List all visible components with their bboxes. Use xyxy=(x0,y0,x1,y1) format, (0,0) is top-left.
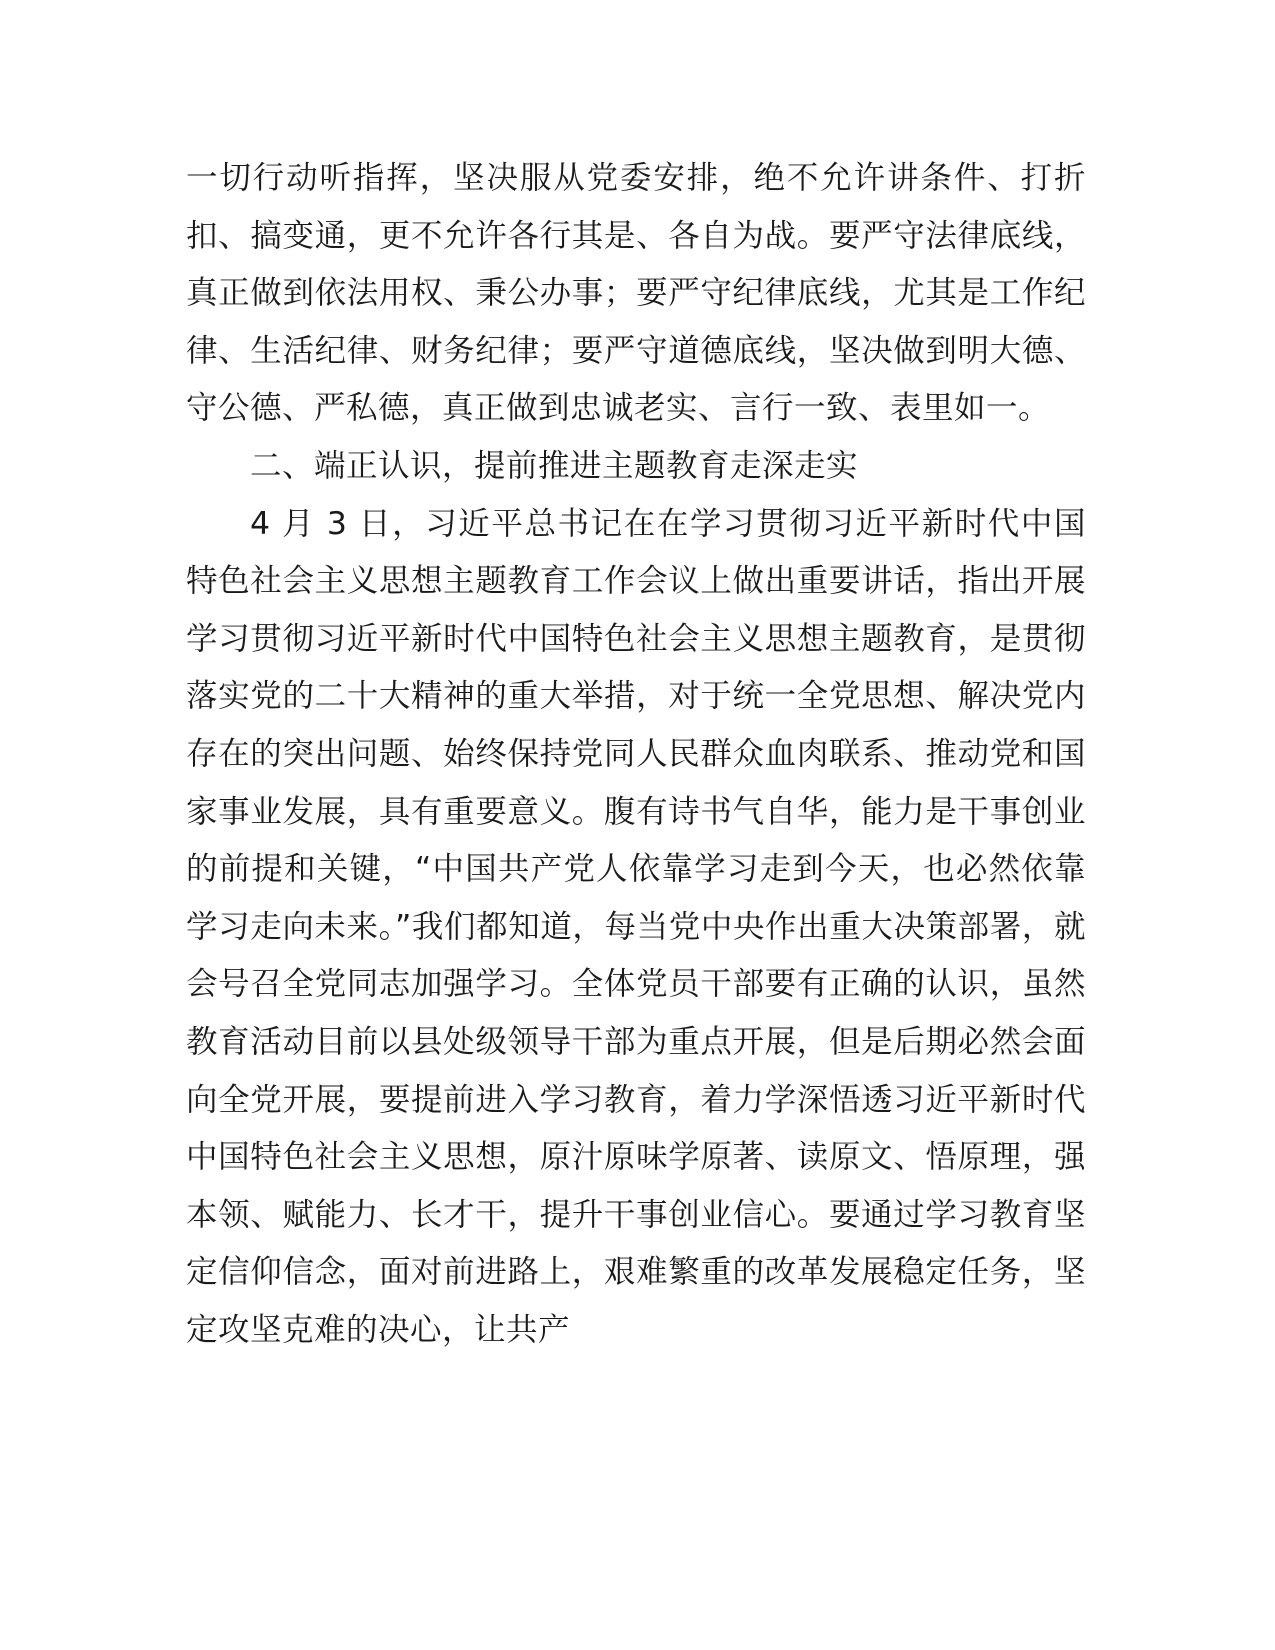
paragraph-body: 4 月 3 日，习近平总书记在在学习贯彻习近平新时代中国特色社会主义思想主题教育工作会议上做出重要讲话，指出开展学习贯彻习近平新时代中国特色社会主义思想主题教育，是贯彻落实党的二十大精神的重大举措，对于统一全党思想、解决党内存在的突出问题、始终保持党同人民群众血肉联系、推动党和国家事业发展，具有重要意义。腹有诗书气自华，能力是干事创业的前提和关键，“中国共产党人依靠学习走到今天，也必然依靠学习走向未来。”我们都知道，每当党中央作出重大决策部署，就会号召全党同志加强学习。全体党员干部要有正确的认识，虽然教育活动目前以县处级领导干部为重点开展，但是后期必然会面向全党开展，要提前进入学习教育，着力学深悟透习近平新时代中国特色社会主义思想，原汁原味学原著、读原文、悟原理，强本领、赋能力、长才干，提升干事创业信心。要通过学习教育坚定信仰信念，面对前进路上，艰难繁重的改革发展稳定任务，坚定攻坚克难的决心，让共产 xyxy=(186,505,1086,1348)
section-heading: 二、端正认识，提前推进主题教育走深走实 xyxy=(250,447,859,484)
document-body xyxy=(186,150,1086,1359)
paragraph-continuation: 一切行动听指挥，坚决服从党委安排，绝不允许讲条件、打折扣、搞变通，更不允许各行其是、各自为战。要严守法律底线，真正做到依法用权、秉公办事；要严守纪律底线，尤其是工作纪律、生活纪律、财务纪律；要严守道德底线，坚决做到明大德、守公德、严私德，真正做到忠诚老实、言行一致、表里如一。 xyxy=(186,160,1086,427)
